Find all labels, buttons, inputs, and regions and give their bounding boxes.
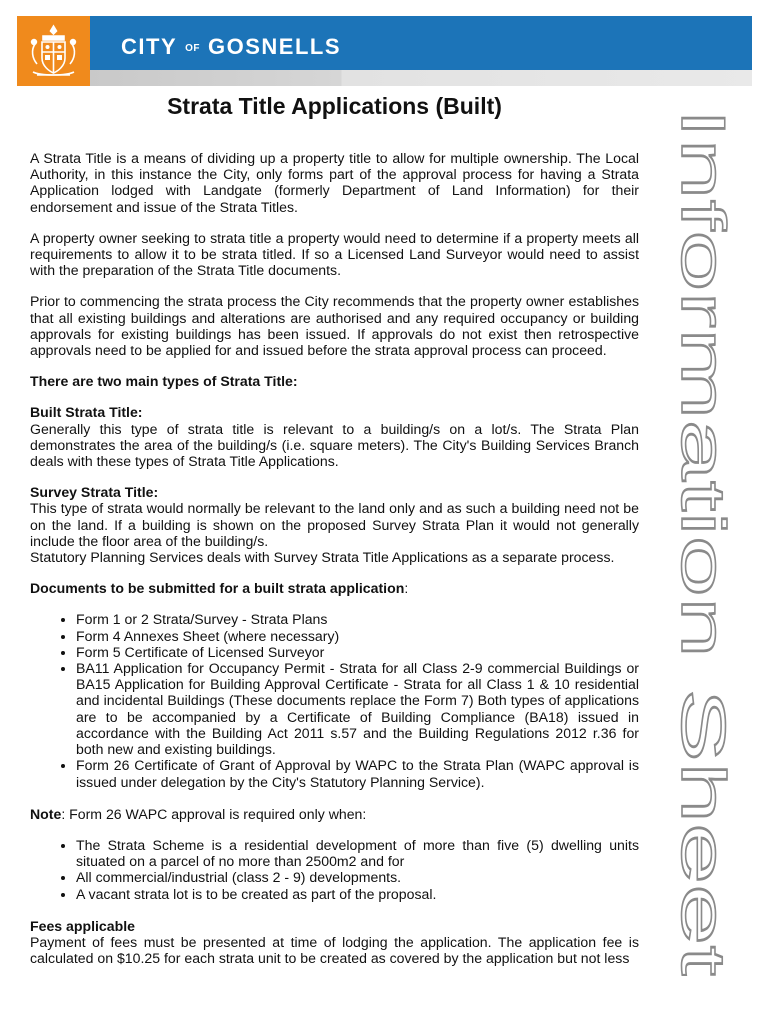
page-title: Strata Title Applications (Built)	[167, 93, 502, 119]
documents-heading	[30, 580, 639, 596]
fees-paragraph: Payment of fees must be presented at time of lodging the application. The application fee is calculated on $10.25 for each strata unit to be created as covered by the application but not less	[30, 933, 639, 967]
documents-heading-colon: :	[404, 580, 409, 597]
document-body	[30, 150, 639, 966]
intro-paragraph-1: A Strata Title is a means of dividing up a property title to allow for multiple ownership. The Local Authority, in this instance the City, only forms part of the approval process for having a Strata Application lodged with Landgate (formerly Department of Land Information) for their endorsement and issue of the Strata Titles.	[30, 150, 639, 215]
city-brand	[121, 34, 341, 60]
list-item: • BA11 Application for Occupancy Permit - Strata for all Class 2-9 commercial Buildings or BA15 Application for Building Approval Certificate - Strata for all Class 1 & 10 residential and incidental Buildings (These documents replace the Form 7) Both types of applications are to be accompanied by a Certificate of Building Compliance (BA18) issued in accordance with the Building Act 2011 s.57 and the Building Regulations 2012 r.36 for both new and existing buildings.	[76, 660, 639, 757]
list-item: • All commercial/industrial (class 2 - 9) developments.	[76, 869, 639, 885]
survey-paragraph-2: Statutory Planning Services deals with Survey Strata Title Applications as a separate process.	[30, 549, 615, 566]
note-label: Note	[30, 805, 62, 822]
types-heading: There are two main types of Strata Title:	[30, 373, 298, 390]
list-item: • Form 4 Annexes Sheet (where necessary)	[76, 628, 639, 644]
brand-of: OF	[185, 43, 201, 54]
header-banner	[17, 16, 752, 86]
list-item: • A vacant strata lot is to be created as part of the proposal.	[76, 886, 639, 902]
intro-paragraph-2: A property owner seeking to strata title a property would need to determine if a property meets all requirements to allow it to be strata titled. If so a Licensed Land Surveyor would need to assist with the preparation of the Strata Title documents.	[30, 229, 639, 279]
side-title-text: Information Sheet	[668, 108, 737, 598]
survey-heading: Survey Strata Title:	[30, 484, 159, 501]
city-crest-icon	[25, 22, 82, 80]
list-item: • Form 5 Certificate of Licensed Surveyor	[76, 644, 639, 660]
information-sheet-side-title	[660, 108, 740, 976]
documents-list	[30, 611, 639, 789]
note-text: : Form 26 WAPC approval is required only when:	[61, 805, 367, 822]
note-line	[30, 806, 639, 822]
list-item: • Form 26 Certificate of Grant of Approval by WAPC to the Strata Plan (WAPC approval is issued under delegation by the City's Statutory Planning Service).	[76, 757, 639, 789]
logo-box	[17, 16, 90, 86]
built-paragraph: Generally this type of strata title is relevant to a building/s on a lot/s. The Strata Plan demonstrates the area of the building/s (i.e. square meters). The City's Building Services Branch deals with these types of Strata Title Applications.	[30, 420, 639, 470]
fees-heading: Fees applicable	[30, 917, 135, 934]
list-item: • Form 1 or 2 Strata/Survey - Strata Plans	[76, 611, 639, 627]
documents-heading-text: Documents to be submitted for a built strata application	[30, 580, 405, 597]
intro-paragraph-3: Prior to commencing the strata process the City recommends that the property owner establishes that all existing buildings and alterations are authorised and any required occupancy or building approvals for existing buildings has been issued. If approvals do not exist then retrospective approvals need to be applied for and issued before the strata approval process can proceed.	[30, 293, 639, 359]
grey-strip	[90, 70, 752, 86]
survey-paragraph: This type of strata would normally be relevant to the land only and as such a building need not be on the land. If a building is shown on the proposed Survey Strata Plan it would not generally include the floor area of the building/s.	[30, 500, 639, 549]
brand-city: CITY	[121, 34, 178, 59]
brand-name: GOSNELLS	[208, 34, 342, 59]
built-heading: Built Strata Title:	[30, 404, 143, 421]
list-item: • The Strata Scheme is a residential development of more than five (5) dwelling units situated on a parcel of no more than 2500m2 and for	[76, 837, 639, 869]
note-list	[30, 837, 639, 902]
